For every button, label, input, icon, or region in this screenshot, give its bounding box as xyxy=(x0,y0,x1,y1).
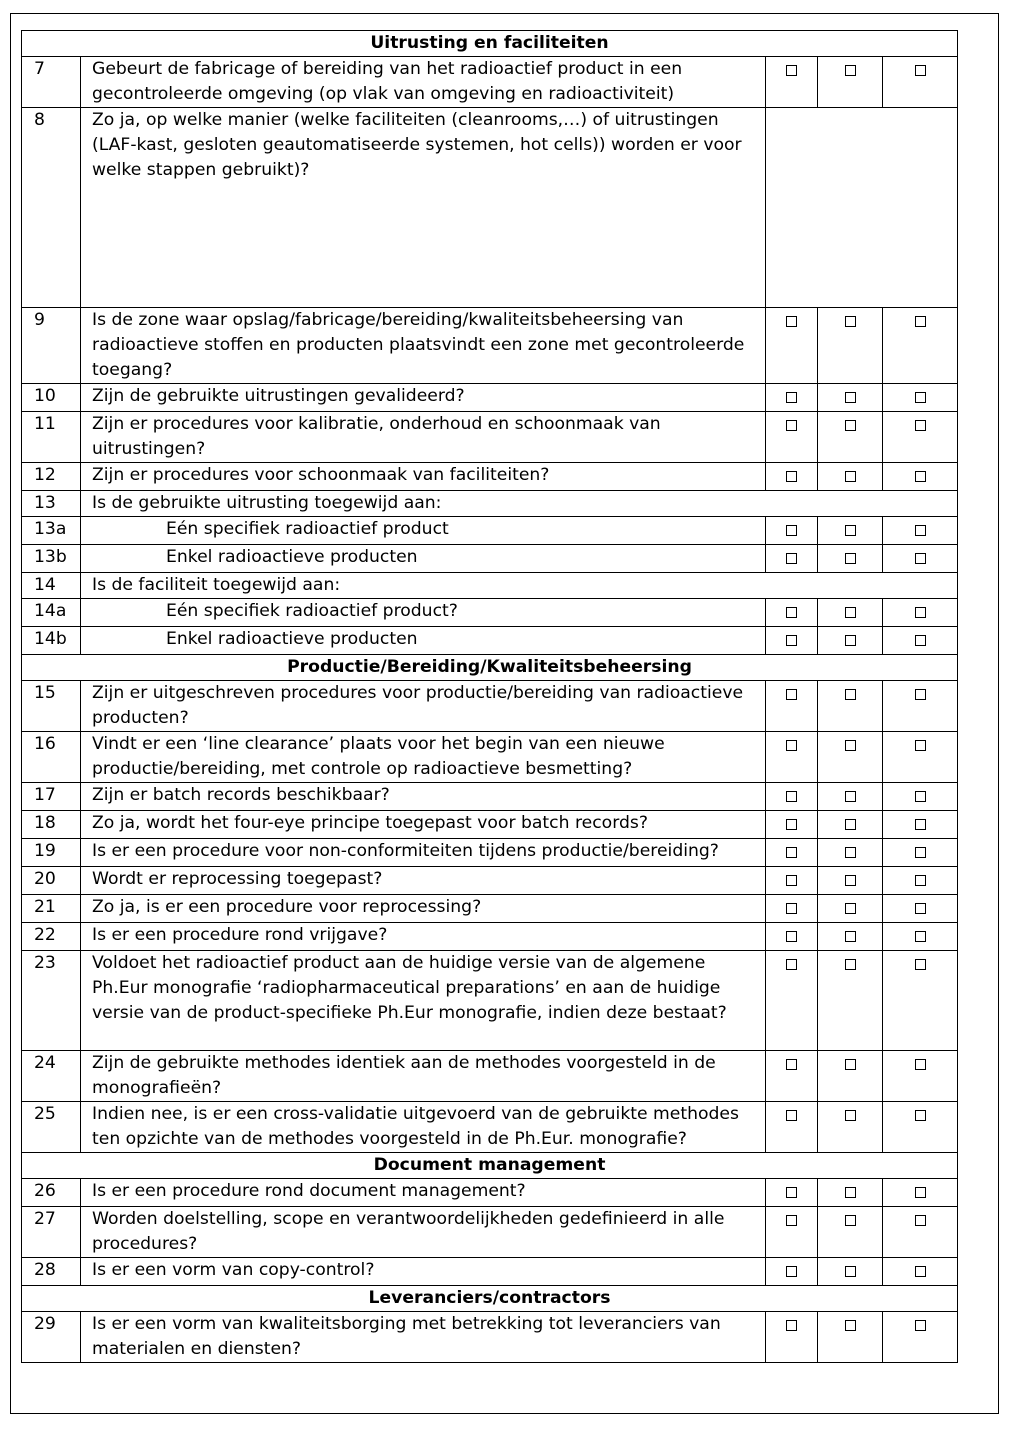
question-text: Enkel radioactieve producten xyxy=(81,627,766,655)
answer-area[interactable] xyxy=(766,108,958,308)
answer-cell xyxy=(766,811,818,839)
checkbox[interactable] xyxy=(786,65,797,76)
answer-cell xyxy=(766,1207,818,1258)
question-text: Wordt er reprocessing toegepast? xyxy=(81,867,766,895)
question-row xyxy=(22,923,958,951)
question-row xyxy=(22,108,958,308)
answer-cell xyxy=(818,412,883,463)
answer-cell xyxy=(818,951,883,1051)
question-row xyxy=(22,57,958,108)
answer-cell xyxy=(766,517,818,545)
answer-cell xyxy=(766,839,818,867)
checkbox[interactable] xyxy=(915,65,926,76)
checkbox[interactable] xyxy=(915,1059,926,1070)
checkbox[interactable] xyxy=(845,1320,856,1331)
checkbox[interactable] xyxy=(915,420,926,431)
checkbox[interactable] xyxy=(915,471,926,482)
checkbox[interactable] xyxy=(845,607,856,618)
question-text: Is er een procedure voor non-conformiteiten tijdens productie/bereiding? xyxy=(81,839,766,867)
question-number: 8 xyxy=(22,108,81,308)
question-row xyxy=(22,517,958,545)
question-number: 7 xyxy=(22,57,81,108)
question-text: Zo ja, wordt het four-eye principe toegepast voor batch records? xyxy=(81,811,766,839)
question-number: 10 xyxy=(22,384,81,412)
answer-cell xyxy=(883,839,958,867)
question-text: Is er een procedure rond document management? xyxy=(81,1179,766,1207)
answer-cell xyxy=(883,599,958,627)
answer-cell xyxy=(883,1207,958,1258)
answer-cell xyxy=(766,783,818,811)
answer-cell xyxy=(766,627,818,655)
answer-cell xyxy=(883,545,958,573)
question-text: Is de zone waar opslag/fabricage/bereiding/kwaliteitsbeheersing van radioactieve stoffen en producten plaatsvindt een zone met gecontroleerde toegang? xyxy=(81,308,766,384)
checkbox[interactable] xyxy=(915,875,926,886)
question-row xyxy=(22,681,958,732)
question-text: Vindt er een ‘line clearance’ plaats voor het begin van een nieuwe productie/bereiding, met controle op radioactieve besmetting? xyxy=(81,732,766,783)
answer-cell xyxy=(818,1179,883,1207)
answer-cell xyxy=(883,1312,958,1363)
checkbox[interactable] xyxy=(786,931,797,942)
answer-cell xyxy=(883,867,958,895)
checkbox[interactable] xyxy=(915,392,926,403)
answer-cell xyxy=(883,895,958,923)
question-row xyxy=(22,783,958,811)
checkbox[interactable] xyxy=(786,607,797,618)
checkbox[interactable] xyxy=(786,1187,797,1198)
question-text: Zo ja, is er een procedure voor reprocessing? xyxy=(81,895,766,923)
checkbox[interactable] xyxy=(915,553,926,564)
answer-cell xyxy=(883,627,958,655)
checkbox[interactable] xyxy=(786,819,797,830)
question-number: 11 xyxy=(22,412,81,463)
answer-cell xyxy=(766,951,818,1051)
checkbox[interactable] xyxy=(786,316,797,327)
answer-cell xyxy=(766,895,818,923)
checkbox[interactable] xyxy=(845,553,856,564)
question-row xyxy=(22,573,958,599)
answer-cell xyxy=(818,783,883,811)
question-text: Indien nee, is er een cross-validatie uitgevoerd van de gebruikte methodes ten opzichte van de methodes voorgesteld in de Ph.Eur. monografie? xyxy=(81,1102,766,1153)
answer-cell xyxy=(818,923,883,951)
checkbox[interactable] xyxy=(786,791,797,802)
question-row xyxy=(22,951,958,1051)
answer-cell xyxy=(883,517,958,545)
checkbox[interactable] xyxy=(786,1266,797,1277)
checkbox[interactable] xyxy=(915,1266,926,1277)
checkbox[interactable] xyxy=(786,471,797,482)
answer-cell xyxy=(883,951,958,1051)
answer-cell xyxy=(883,1179,958,1207)
section-title: Productie/Bereiding/Kwaliteitsbeheersing xyxy=(22,655,958,681)
question-number: 16 xyxy=(22,732,81,783)
section-header-row xyxy=(22,31,958,57)
question-row xyxy=(22,839,958,867)
answer-cell xyxy=(883,57,958,108)
question-text: Zijn er procedures voor schoonmaak van faciliteiten? xyxy=(81,463,766,491)
question-row xyxy=(22,732,958,783)
checkbox[interactable] xyxy=(915,1187,926,1198)
answer-cell xyxy=(766,57,818,108)
answer-cell xyxy=(766,1051,818,1102)
question-row xyxy=(22,1258,958,1286)
answer-cell xyxy=(766,1312,818,1363)
checkbox[interactable] xyxy=(845,525,856,536)
checkbox[interactable] xyxy=(786,553,797,564)
checkbox[interactable] xyxy=(786,635,797,646)
question-number: 25 xyxy=(22,1102,81,1153)
question-row xyxy=(22,384,958,412)
checkbox[interactable] xyxy=(915,791,926,802)
checkbox[interactable] xyxy=(845,635,856,646)
checkbox[interactable] xyxy=(845,1110,856,1121)
checkbox[interactable] xyxy=(786,1215,797,1226)
checkbox[interactable] xyxy=(786,903,797,914)
answer-cell xyxy=(883,412,958,463)
answer-cell xyxy=(883,681,958,732)
question-number: 29 xyxy=(22,1312,81,1363)
answer-cell xyxy=(818,811,883,839)
checkbox[interactable] xyxy=(845,1266,856,1277)
question-number: 27 xyxy=(22,1207,81,1258)
answer-cell xyxy=(818,1207,883,1258)
question-text: Is er een procedure rond vrijgave? xyxy=(81,923,766,951)
checkbox[interactable] xyxy=(915,1110,926,1121)
checkbox[interactable] xyxy=(915,959,926,970)
checkbox[interactable] xyxy=(915,740,926,751)
question-row xyxy=(22,895,958,923)
checkbox[interactable] xyxy=(845,819,856,830)
checkbox[interactable] xyxy=(845,791,856,802)
checkbox[interactable] xyxy=(915,819,926,830)
question-text: Eén specifiek radioactief product xyxy=(81,517,766,545)
checkbox[interactable] xyxy=(845,903,856,914)
checkbox[interactable] xyxy=(915,635,926,646)
answer-cell xyxy=(883,308,958,384)
answer-cell xyxy=(818,1312,883,1363)
question-number: 14b xyxy=(22,627,81,655)
checkbox[interactable] xyxy=(845,875,856,886)
question-text: Zijn er procedures voor kalibratie, onderhoud en schoonmaak van uitrustingen? xyxy=(81,412,766,463)
section-title: Uitrusting en faciliteiten xyxy=(22,31,958,57)
question-text: Is de gebruikte uitrusting toegewijd aan: xyxy=(81,491,958,517)
question-row xyxy=(22,627,958,655)
answer-cell xyxy=(818,627,883,655)
answer-cell xyxy=(818,517,883,545)
question-row xyxy=(22,1051,958,1102)
answer-cell xyxy=(766,308,818,384)
checkbox[interactable] xyxy=(845,1215,856,1226)
checkbox[interactable] xyxy=(845,471,856,482)
checkbox[interactable] xyxy=(845,316,856,327)
question-text: Zijn er uitgeschreven procedures voor productie/bereiding van radioactieve producten? xyxy=(81,681,766,732)
question-number: 14a xyxy=(22,599,81,627)
question-row xyxy=(22,1179,958,1207)
answer-cell xyxy=(818,1258,883,1286)
answer-cell xyxy=(883,783,958,811)
answer-cell xyxy=(883,1102,958,1153)
question-number: 28 xyxy=(22,1258,81,1286)
checkbox[interactable] xyxy=(786,1110,797,1121)
answer-cell xyxy=(766,923,818,951)
answer-cell xyxy=(818,1102,883,1153)
question-number: 13a xyxy=(22,517,81,545)
question-row xyxy=(22,412,958,463)
question-row xyxy=(22,308,958,384)
section-header-row xyxy=(22,1286,958,1312)
question-text: Enkel radioactieve producten xyxy=(81,545,766,573)
question-number: 9 xyxy=(22,308,81,384)
question-row xyxy=(22,463,958,491)
answer-cell xyxy=(818,57,883,108)
question-number: 26 xyxy=(22,1179,81,1207)
question-row xyxy=(22,867,958,895)
checkbox[interactable] xyxy=(915,1320,926,1331)
section-title: Leveranciers/contractors xyxy=(22,1286,958,1312)
checkbox[interactable] xyxy=(786,1059,797,1070)
question-row xyxy=(22,1207,958,1258)
question-text: Worden doelstelling, scope en verantwoordelijkheden gedefinieerd in alle procedures? xyxy=(81,1207,766,1258)
checkbox[interactable] xyxy=(786,875,797,886)
checkbox[interactable] xyxy=(845,959,856,970)
checkbox[interactable] xyxy=(786,689,797,700)
question-row xyxy=(22,1102,958,1153)
question-text: Is er een vorm van copy-control? xyxy=(81,1258,766,1286)
checkbox[interactable] xyxy=(915,903,926,914)
question-number: 20 xyxy=(22,867,81,895)
checkbox[interactable] xyxy=(915,525,926,536)
section-header-row xyxy=(22,655,958,681)
answer-cell xyxy=(883,1051,958,1102)
answer-cell xyxy=(766,463,818,491)
answer-cell xyxy=(766,681,818,732)
answer-cell xyxy=(883,732,958,783)
answer-cell xyxy=(766,1179,818,1207)
question-row xyxy=(22,599,958,627)
answer-cell xyxy=(883,463,958,491)
answer-cell xyxy=(883,384,958,412)
answer-cell xyxy=(883,923,958,951)
question-text: Is er een vorm van kwaliteitsborging met betrekking tot leveranciers van materialen en diensten? xyxy=(81,1312,766,1363)
checkbox[interactable] xyxy=(845,847,856,858)
question-number: 23 xyxy=(22,951,81,1051)
answer-cell xyxy=(818,384,883,412)
question-number: 21 xyxy=(22,895,81,923)
answer-cell xyxy=(818,895,883,923)
answer-cell xyxy=(818,839,883,867)
answer-cell xyxy=(818,599,883,627)
question-row xyxy=(22,491,958,517)
checkbox[interactable] xyxy=(786,847,797,858)
answer-cell xyxy=(766,545,818,573)
question-number: 15 xyxy=(22,681,81,732)
checkbox[interactable] xyxy=(845,1187,856,1198)
checkbox[interactable] xyxy=(845,1059,856,1070)
question-row xyxy=(22,545,958,573)
checkbox[interactable] xyxy=(915,689,926,700)
answer-cell xyxy=(818,545,883,573)
checkbox[interactable] xyxy=(915,316,926,327)
answer-cell xyxy=(818,308,883,384)
checklist-table xyxy=(21,30,958,1363)
answer-cell xyxy=(766,1102,818,1153)
checkbox[interactable] xyxy=(845,689,856,700)
checkbox[interactable] xyxy=(845,65,856,76)
answer-cell xyxy=(818,463,883,491)
question-text: Voldoet het radioactief product aan de huidige versie van de algemene Ph.Eur monografie ‘radiopharmaceutical preparations’ en aan de huidige versie van de product-specifieke Ph.Eur monografie, indien deze bestaat? xyxy=(81,951,766,1051)
answer-cell xyxy=(766,384,818,412)
checkbox[interactable] xyxy=(786,420,797,431)
question-text: Zijn er batch records beschikbaar? xyxy=(81,783,766,811)
checkbox[interactable] xyxy=(786,959,797,970)
question-row xyxy=(22,1312,958,1363)
question-number: 13b xyxy=(22,545,81,573)
section-header-row xyxy=(22,1153,958,1179)
question-text: Zijn de gebruikte uitrustingen gevalideerd? xyxy=(81,384,766,412)
question-row xyxy=(22,811,958,839)
checkbox[interactable] xyxy=(786,740,797,751)
answer-cell xyxy=(766,1258,818,1286)
answer-cell xyxy=(883,1258,958,1286)
question-number: 19 xyxy=(22,839,81,867)
answer-cell xyxy=(818,732,883,783)
answer-cell xyxy=(766,867,818,895)
checkbox[interactable] xyxy=(915,1215,926,1226)
answer-cell xyxy=(766,599,818,627)
question-number: 12 xyxy=(22,463,81,491)
checkbox[interactable] xyxy=(915,931,926,942)
answer-cell xyxy=(818,681,883,732)
answer-cell xyxy=(766,732,818,783)
checkbox[interactable] xyxy=(915,847,926,858)
question-number: 13 xyxy=(22,491,81,517)
section-title: Document management xyxy=(22,1153,958,1179)
checkbox[interactable] xyxy=(915,607,926,618)
question-text: Is de faciliteit toegewijd aan: xyxy=(81,573,958,599)
question-number: 24 xyxy=(22,1051,81,1102)
question-number: 18 xyxy=(22,811,81,839)
question-text: Zo ja, op welke manier (welke faciliteiten (cleanrooms,…) of uitrustingen (LAF-kast, gesloten geautomatiseerde systemen, hot cells)) worden er voor welke stappen gebruikt)? xyxy=(81,108,766,308)
checkbox[interactable] xyxy=(845,420,856,431)
answer-cell xyxy=(818,867,883,895)
question-text: Eén specifiek radioactief product? xyxy=(81,599,766,627)
answer-cell xyxy=(818,1051,883,1102)
answer-cell xyxy=(766,412,818,463)
question-number: 22 xyxy=(22,923,81,951)
checkbox[interactable] xyxy=(786,392,797,403)
checkbox[interactable] xyxy=(845,392,856,403)
checkbox[interactable] xyxy=(845,931,856,942)
answer-cell xyxy=(883,811,958,839)
question-text: Gebeurt de fabricage of bereiding van het radioactief product in een gecontroleerde omgeving (op vlak van omgeving en radioactiviteit) xyxy=(81,57,766,108)
question-number: 17 xyxy=(22,783,81,811)
question-number: 14 xyxy=(22,573,81,599)
checkbox[interactable] xyxy=(845,740,856,751)
checkbox[interactable] xyxy=(786,525,797,536)
checkbox[interactable] xyxy=(786,1320,797,1331)
question-text: Zijn de gebruikte methodes identiek aan de methodes voorgesteld in de monografieën? xyxy=(81,1051,766,1102)
